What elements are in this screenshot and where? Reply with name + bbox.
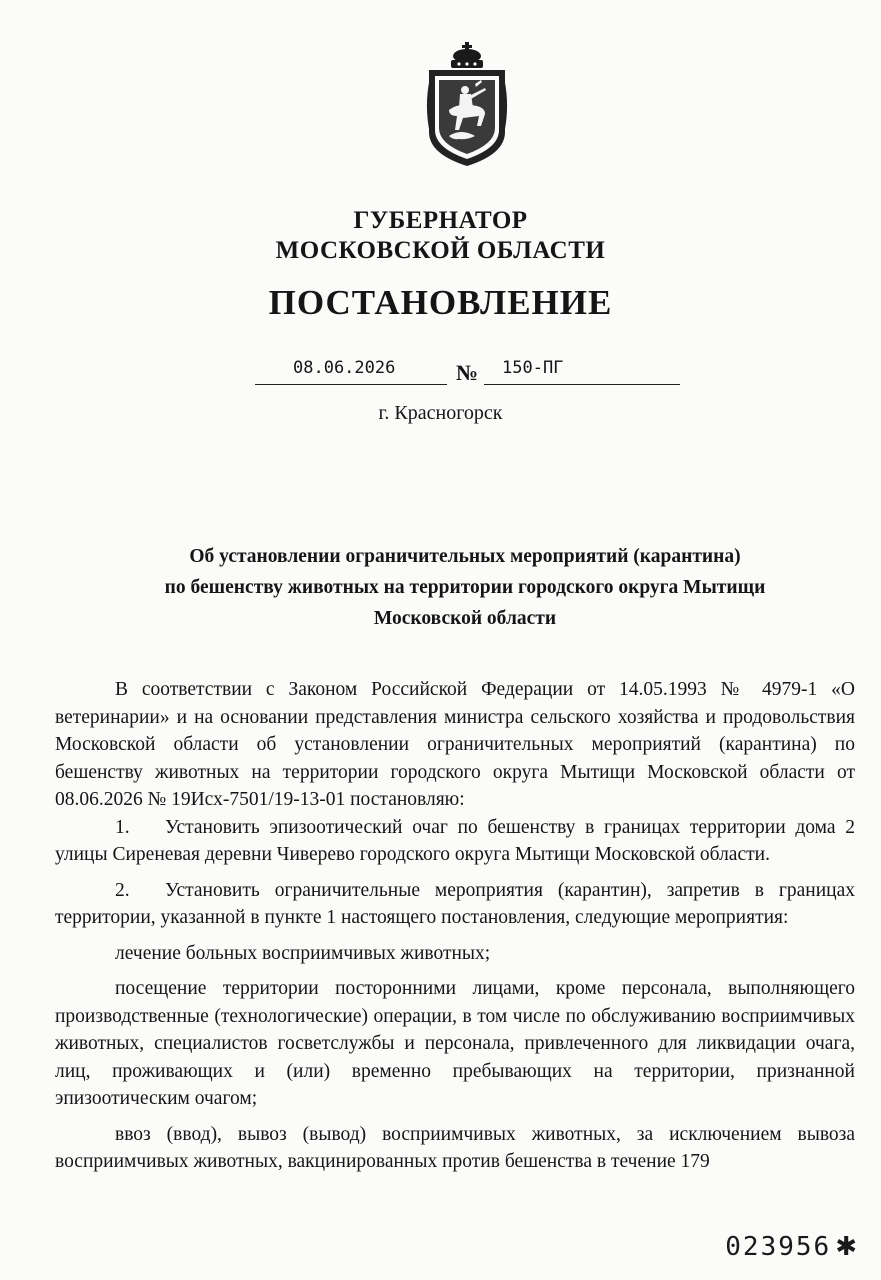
issue-city: г. Красногорск [378,402,503,424]
document-body [55,676,855,1176]
subject-line: по бешенству животных на территории городского округа Мытищи [164,577,766,598]
subject-line: Московской области [373,608,557,629]
item-2-paragraph [55,877,855,932]
number-field [484,352,680,385]
item-1-text: Установить эпизоотический очаг по бешенству в границах территории дома 2 улицы Сиреневая деревни Чиверево городского округа Мытищи Московской области. [55,816,855,865]
item-1-paragraph [55,814,855,869]
issuer-title: ГУБЕРНАТОР [353,207,528,234]
item-2-text: Установить ограничительные мероприятия (карантин), запретив в границах территории, указанной в пункте 1 настоящего постановления, следующие мероприятия: [55,879,855,928]
serial-number: 023956 [725,1232,832,1262]
coat-of-arms-icon [419,40,515,168]
preamble-paragraph: В соответствии с Законом Российской Федерации от 14.05.1993 № 4979-1 «О ветеринарии» и на основании представления министра сельского хозяйства и продовольствия Московской области об установлении ограничительных мероприятий (карантина) по бешенству животных на территории городского округа Мытищи Московской области от 08.06.2026 № 19Исх-7501/19-13-01 постановляю: [55,679,855,810]
issuer-region: МОСКОВСКОЙ ОБЛАСТИ [275,237,606,264]
document-date: 08.06.2026 [293,358,396,378]
serial-number-stamp [725,1232,859,1262]
asterisk-mark: ✱ [835,1232,859,1262]
registration-line [0,352,881,392]
item-2-number: 2. [115,879,130,901]
measure-paragraph: ввоз (ввод), вывоз (вывод) восприимчивых животных, за исключением вывоза восприимчивых животных, вакцинированных против бешенства в течение 179 [55,1123,855,1172]
document-subject [100,541,830,634]
number-sign: № [456,360,479,385]
measure-paragraph: лечение больных восприимчивых животных; [115,942,491,964]
document-type-title: ПОСТАНОВЛЕНИЕ [268,283,613,322]
item-1-number: 1. [115,816,130,838]
date-field [255,352,447,385]
document-number: 150-ПГ [502,358,564,378]
subject-line: Об установлении ограничительных мероприятий (карантина) [189,546,741,567]
measure-paragraph: посещение территории посторонними лицами, кроме персонала, выполняющего производственные (технологические) операции, в том числе по обслуживанию восприимчивых животных, специалистов госветслужбы и персонала, привлеченного для ликвидации очага, лиц, проживающих и (или) временно пребывающих на территории, признанной эпизоотическим очагом; [55,978,855,1109]
